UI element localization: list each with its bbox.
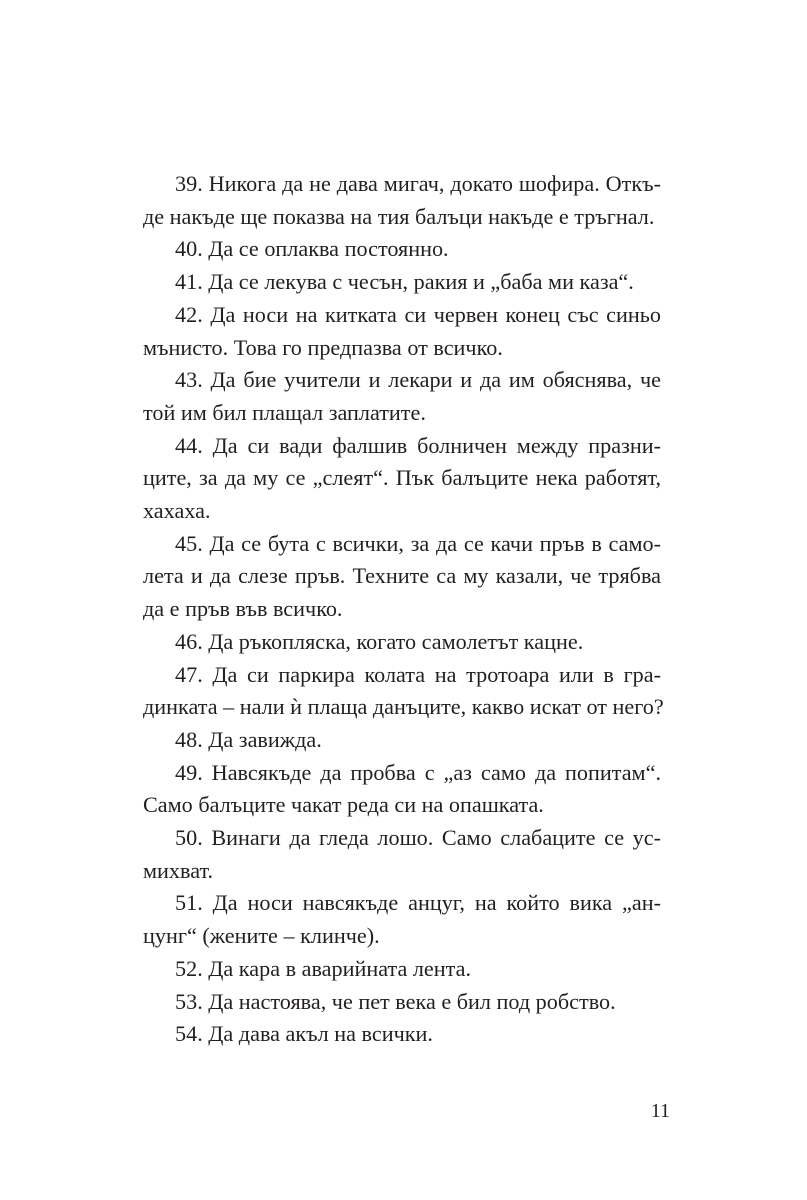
text-line: 53. Да настоява, че пет века е бил под робство. [175,988,616,1014]
text-line: де накъде ще показва на тия балъци накъде е тръгнал. [143,203,655,229]
list-text-block [143,168,664,1051]
list-item [143,299,661,364]
text-line: 40. Да се оплаква постоянно. [175,236,449,262]
text-line: лета и да слезе пръв. Техните са му казали, че трябва [143,563,661,589]
list-item [143,986,661,1019]
list-item [143,364,661,429]
text-line: 50. Винаги да гледа лошо. Само слабаците се ус- [175,825,661,851]
page-number: 11 [650,1100,670,1122]
text-line: динката – нали ѝ плаща данъците, какво искат от него? [143,694,664,720]
list-item [143,953,661,986]
text-line: 41. Да се лекува с чесън, ракия и „баба ми каза“. [175,269,634,295]
list-item [143,430,661,528]
list-item [143,168,661,233]
list-item [143,233,661,266]
list-item [143,1018,661,1051]
list-item [143,757,661,822]
list-item [143,724,661,757]
list-item [143,626,661,659]
text-line: да е пръв във всичко. [143,596,343,622]
text-line: 43. Да бие учители и лекари и да им обяснява, че [175,367,661,393]
text-line: 44. Да си вади фалшив болничен между празни- [175,432,661,458]
text-line: ците, за да му се „слеят“. Пък балъците нека работят, [143,465,661,491]
text-line: 45. Да се бута с всички, за да се качи пръв в само- [175,530,661,556]
list-item [143,266,661,299]
list-item [143,528,661,626]
text-line: цунг“ (жените – клинче). [143,923,380,949]
text-line: хахаха. [143,498,211,524]
text-line: 42. Да носи на китката си червен конец със синьо [175,301,661,327]
text-line: 54. Да дава акъл на всички. [175,1021,433,1047]
text-line: 51. Да носи навсякъде анцуг, на който вика „ан- [175,890,661,916]
text-line: мънисто. Това го предпазва от всичко. [143,334,503,360]
list-item [143,887,661,952]
text-line: михват. [143,857,214,883]
text-line: 48. Да завижда. [175,726,322,752]
text-line: 39. Никога да не дава мигач, докато шофира. Откъ- [175,171,661,196]
text-line: Само балъците чакат реда си на опашката. [143,792,544,818]
list-item [143,822,661,887]
text-line: 47. Да си паркира колата на тротоара или в гра- [175,661,661,687]
text-line: 52. Да кара в аварийната лента. [175,955,471,981]
list-item [143,659,664,724]
text-line: 46. Да ръкопляска, когато самолетът кацне. [175,628,584,654]
text-line: 49. Навсякъде да пробва с „аз само да попитам“. [175,759,661,785]
text-line: той им бил плащал заплатите. [143,399,426,425]
